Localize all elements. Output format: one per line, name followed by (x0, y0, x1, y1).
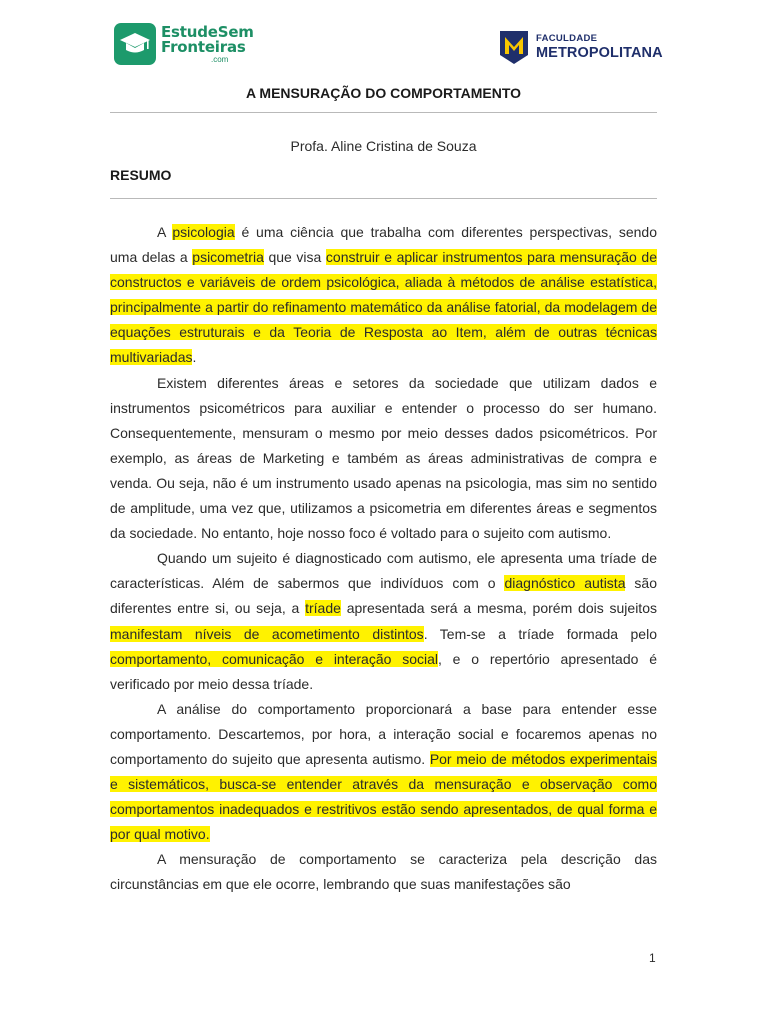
faculdade-m-logo-icon (498, 29, 530, 65)
highlighted-text: psicometria (192, 249, 264, 266)
page-number: 1 (649, 951, 656, 965)
highlighted-text: construir e aplicar instrumentos para mensuração de constructos e variáveis de ordem psicológica, aliada à métodos de análise estatística, principalmente a partir do refinamento matemático da análise fatorial, da modelagem de equações estruturais e da Teoria de Resposta ao Item, além de outras técnicas multivariadas (110, 249, 657, 366)
text-run: que visa (263, 249, 326, 266)
highlighted-text: diagnóstico autista (504, 575, 626, 592)
faculdade-metropolitana-logo[interactable] (498, 29, 663, 65)
logo-word-2: Fronteiras (161, 37, 246, 56)
body-paragraph (110, 697, 657, 848)
highlighted-text: tríade (305, 600, 341, 617)
highlighted-text: comportamento, comunicação e interação social (110, 650, 438, 667)
text-run: , e o repertório apresentado é verificado por meio dessa tríade. (110, 650, 657, 692)
section-heading: RESUMO (110, 167, 172, 183)
logo-word-1: EstudeSem (161, 22, 254, 41)
document-title: A MENSURAÇÃO DO COMPORTAMENTO (245, 85, 522, 101)
body-text (110, 220, 657, 898)
body-paragraph (110, 371, 657, 547)
body-paragraph (110, 546, 657, 697)
text-run: Quando um sujeito é diagnosticado com autismo, ele apresenta uma tríade de características. Além de sabermos que indivíduos com o (110, 550, 657, 592)
text-run: A análise do comportamento proporcionará a base para entender esse comportamento. Descartemos, por hora, a interação social e focaremos apenas no comportamento do sujeito que apresenta autismo. (110, 700, 657, 767)
title-divider (110, 112, 657, 113)
body-paragraph (110, 847, 657, 897)
estude-sem-fronteiras-logo[interactable] (114, 22, 254, 66)
highlighted-text: Por meio de métodos experimentais e sistemáticos, busca-se entender através da mensuração e observação como comportamentos inadequados e restritivos estão sendo apresentados, de qual forma e por qual motivo. (110, 750, 658, 843)
highlighted-text: manifestam níveis de acometimento distintos (110, 625, 424, 642)
logo-metropolitana-text: METROPOLITANA (536, 44, 663, 61)
text-run: Existem diferentes áreas e setores da sociedade que utilizam dados e instrumentos psicométricos para auxiliar e entender o processo do ser humano. Consequentemente, mensuram o mesmo por meio desses dados psicométricos. Por exemplo, as áreas de Marketing e também as áreas administrativas de compra e venda. Ou seja, não é um instrumento usado apenas na psicologia, mas sim no sentido de amplitude, uma vez que, utilizamos a psicometria em diferentes áreas e segmentos da sociedade. No entanto, hoje nosso foco é voltado para o sujeito com autismo. (110, 374, 657, 542)
author-name: Profa. Aline Cristina de Souza (290, 138, 477, 154)
text-run: . Tem-se a tríade formada pelo (423, 625, 657, 642)
logo-word-3: .com (211, 54, 229, 64)
text-run: é uma ciência que trabalha com diferentes perspectivas, sendo uma delas a (110, 224, 657, 266)
text-run: apresentada será a mesma, porém dois sujeitos (340, 600, 657, 617)
text-run: são diferentes entre si, ou seja, a (110, 575, 657, 617)
text-run: . (192, 349, 197, 366)
body-paragraph (110, 220, 657, 371)
graduation-cap-icon (114, 23, 156, 65)
text-run: A mensuração de comportamento se caracteriza pela descrição das circunstâncias em que ele ocorre, lembrando que suas manifestações são (110, 851, 657, 893)
section-divider (110, 198, 657, 199)
text-run: A (157, 224, 173, 240)
highlighted-text: psicologia (172, 224, 235, 240)
logo-faculdade-text: FACULDADE (536, 33, 598, 44)
